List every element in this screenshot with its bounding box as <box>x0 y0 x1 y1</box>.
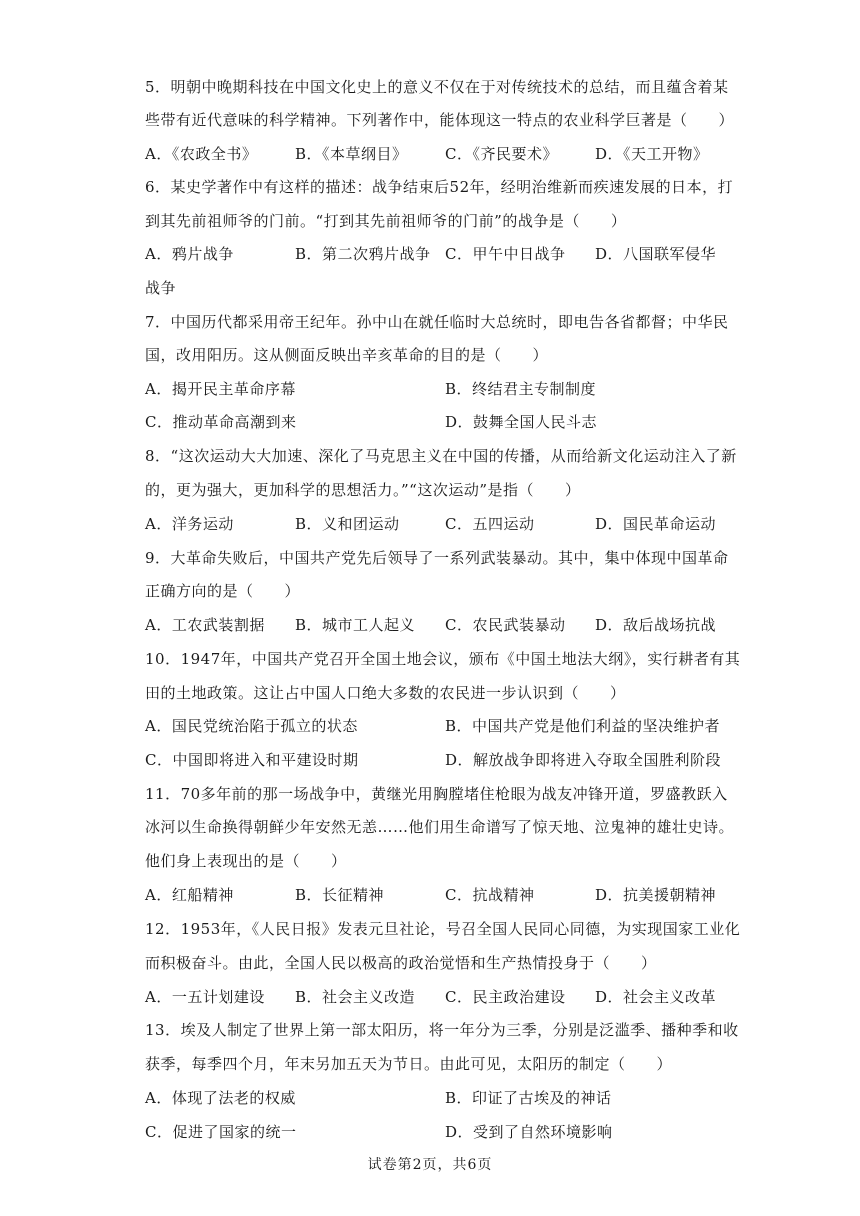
question-6-stem-line-1: 6．某史学著作中有这样的描述：战争结束后52年，经明治维新而疾速发展的日本，打 <box>145 178 734 196</box>
question-9-option-b[interactable]: B．城市工人起义 <box>295 616 416 634</box>
question-7-stem-line-2: 国，改用阳历。这从侧面反映出辛亥革命的目的是（ ） <box>145 346 549 364</box>
question-5-option-a[interactable]: A．《农政全书》 <box>145 145 258 163</box>
question-10-option-d[interactable]: D．解放战争即将进入夺取全国胜利阶段 <box>445 751 722 769</box>
question-13-stem-line-1: 13．埃及人制定了世界上第一部太阳历，将一年分为三季，分别是泛滥季、播种季和收 <box>145 1021 739 1039</box>
question-5-option-b[interactable]: B．《本草纲目》 <box>295 145 408 163</box>
question-6-option-c[interactable]: C．甲午中日战争 <box>445 245 566 263</box>
question-8-option-c[interactable]: C．五四运动 <box>445 515 535 533</box>
question-8-option-a[interactable]: A．洋务运动 <box>145 515 234 533</box>
question-13-option-b[interactable]: B．印证了古埃及的神话 <box>445 1089 612 1107</box>
page-footer: 试卷第2页，共6页 <box>367 1157 493 1173</box>
question-12-option-c[interactable]: C．民主政治建设 <box>445 988 566 1006</box>
question-10-option-a[interactable]: A．国民党统治陷于孤立的状态 <box>145 717 358 735</box>
question-11-option-d[interactable]: D．抗美援朝精神 <box>595 886 717 904</box>
question-13-option-a[interactable]: A．体现了法老的权威 <box>145 1089 296 1107</box>
question-6-stem-line-2: 到其先前祖师爷的门前。“打到其先前祖师爷的门前”的战争是（ ） <box>145 212 627 230</box>
question-12-option-a[interactable]: A．一五计划建设 <box>145 988 265 1006</box>
question-10-option-c[interactable]: C．中国即将进入和平建设时期 <box>145 751 359 769</box>
question-9-option-a[interactable]: A．工农武装割据 <box>145 616 265 634</box>
question-12-stem-line-1: 12．1953年，《人民日报》发表元旦社论，号召全国人民同心同德，为实现国家工业化 <box>145 920 741 938</box>
question-11-stem-line-2: 冰河以生命换得朝鲜少年安然无恙……他们用生命谱写了惊天地、泣鬼神的雄壮史诗。 <box>145 818 735 836</box>
question-13-stem-line-2: 获季，每季四个月，年末另加五天为节日。由此可见，太阳历的制定（ ） <box>145 1055 673 1073</box>
question-10-stem-line-1: 10．1947年，中国共产党召开全国土地会议，颁布《中国土地法大纲》，实行耕者有其 <box>145 650 741 668</box>
question-6-option-d[interactable]: D．八国联军侵华 <box>595 245 717 263</box>
question-11-stem-line-1: 11．70多年前的那一场战争中，黄继光用胸膛堵住枪眼为战友冲锋开道，罗盛教跃入 <box>145 785 728 803</box>
question-13-option-c[interactable]: C．促进了国家的统一 <box>145 1123 297 1141</box>
question-10-option-b[interactable]: B．中国共产党是他们利益的坚决维护者 <box>445 717 721 735</box>
question-7-option-b[interactable]: B．终结君主专制制度 <box>445 380 597 398</box>
question-11-option-b[interactable]: B．长征精神 <box>295 886 385 904</box>
question-8-stem-line-2: 的，更为强大，更加科学的思想活力。”“这次运动”是指（ ） <box>145 481 581 499</box>
question-7-option-d[interactable]: D．鼓舞全国人民斗志 <box>445 413 598 431</box>
question-10-stem-line-2: 田的土地政策。这让占中国人口绝大多数的农民进一步认识到（ ） <box>145 684 626 702</box>
question-5-option-c[interactable]: C．《齐民要术》 <box>445 145 558 163</box>
question-12-option-d[interactable]: D．社会主义改革 <box>595 988 717 1006</box>
question-6-option-d-continuation: 战争 <box>145 279 177 297</box>
question-5-stem-line-2: 些带有近代意味的科学精神。下列著作中，能体现这一特点的农业科学巨著是（ ） <box>145 111 735 129</box>
question-9-stem-line-1: 9．大革命失败后，中国共产党先后领导了一系列武装暴动。其中，集中体现中国革命 <box>145 549 729 567</box>
question-11-option-a[interactable]: A．红船精神 <box>145 886 234 904</box>
question-12-stem-line-2: 而积极奋斗。由此，全国人民以极高的政治觉悟和生产热情投身于（ ） <box>145 954 657 972</box>
question-8-stem-line-1: 8．“这次运动大大加速、深化了马克思主义在中国的传播，从而给新文化运动注入了新 <box>145 447 737 465</box>
question-8-option-b[interactable]: B．义和团运动 <box>295 515 400 533</box>
question-6-option-a[interactable]: A．鸦片战争 <box>145 245 234 263</box>
question-9-option-d[interactable]: D．敌后战场抗战 <box>595 616 717 634</box>
question-11-option-c[interactable]: C．抗战精神 <box>445 886 535 904</box>
question-6-option-b[interactable]: B．第二次鸦片战争 <box>295 245 431 263</box>
question-5-option-d[interactable]: D．《天工开物》 <box>595 145 709 163</box>
question-7-option-c[interactable]: C．推动革命高潮到来 <box>145 413 297 431</box>
question-5-stem-line-1: 5．明朝中晚期科技在中国文化史上的意义不仅在于对传统技术的总结，而且蕴含着某 <box>145 78 729 96</box>
question-8-option-d[interactable]: D．国民革命运动 <box>595 515 717 533</box>
question-9-option-c[interactable]: C．农民武装暴动 <box>445 616 566 634</box>
question-11-stem-line-3: 他们身上表现出的是（ ） <box>145 852 347 870</box>
question-7-option-a[interactable]: A．揭开民主革命序幕 <box>145 380 296 398</box>
question-12-option-b[interactable]: B．社会主义改造 <box>295 988 416 1006</box>
question-7-stem-line-1: 7．中国历代都采用帝王纪年。孙中山在就任临时大总统时，即电告各省都督；中华民 <box>145 313 729 331</box>
question-13-option-d[interactable]: D．受到了自然环境影响 <box>445 1123 613 1141</box>
question-9-stem-line-2: 正确方向的是（ ） <box>145 582 301 600</box>
